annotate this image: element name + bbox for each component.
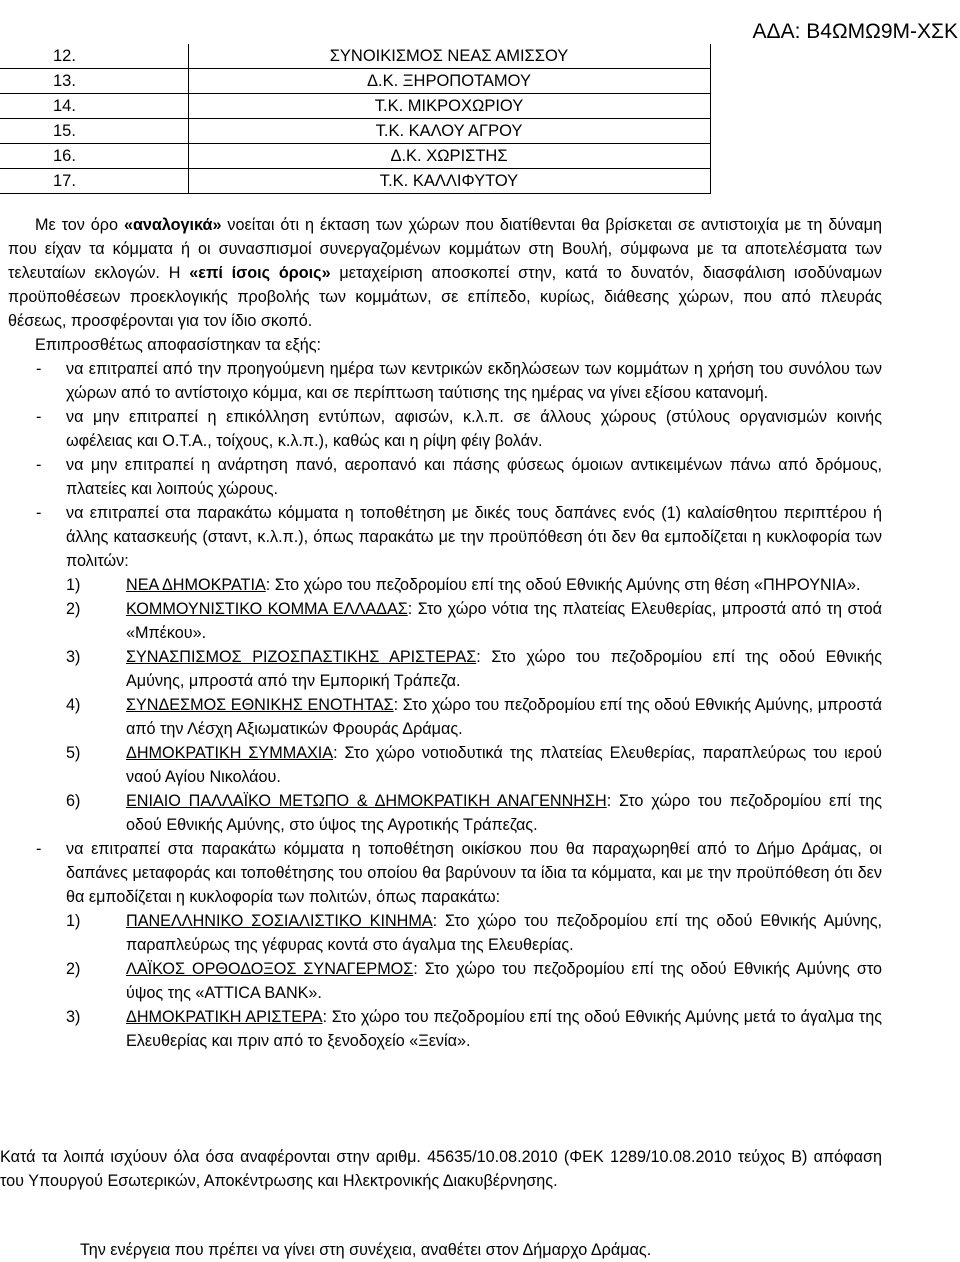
- dash-marker: -: [36, 456, 42, 474]
- party-location: : Στο χώρο νοτιοδυτικά της πλατείας Ελευθερίας, παραπλεύρως του ιερού ναού Αγίου Νικολάου.: [126, 744, 882, 786]
- party-item: [8, 909, 882, 957]
- location-number: 14.: [0, 94, 188, 119]
- intro-text-e: μεταχείριση αποσκοπεί στην, κατά το δυνατόν, διασφάλιση ισοδύναμων προϋποθέσεων προεκλογικής προβολής των κομμάτων, σε επίπεδο, κυρίως, διάθεσης χώρων, που από πλευράς θέσεως, προσφέρονται για τον ίδιο σκοπό.: [8, 264, 882, 330]
- party-item: [8, 789, 882, 837]
- decision-bullet: [8, 453, 882, 501]
- party-item: [8, 741, 882, 789]
- document-body: [8, 213, 882, 1053]
- final-sentence: Την ενέργεια που πρέπει να γίνει στη συνέχεια, αναθέτει στον Δήμαρχο Δράμας.: [80, 1241, 652, 1259]
- item-number: 1): [66, 576, 81, 594]
- intro-paragraph: [8, 213, 882, 333]
- location-row: [0, 119, 710, 144]
- booths-intro: [8, 501, 882, 573]
- party-location: : Στο χώρο του πεζοδρομίου επί της οδού Εθνικής Αμύνης, μπροστά από την Λέσχη Αξιωματικών Φρουράς Δράμας.: [126, 696, 882, 738]
- location-name: Τ.Κ. ΚΑΛΛΙΦΥΤΟΥ: [188, 169, 710, 194]
- dash-marker: -: [36, 504, 42, 522]
- kiosks-intro: [8, 837, 882, 909]
- decision-bullet: [8, 357, 882, 405]
- party-name: ΔΗΜΟΚΡΑΤΙΚΗ ΣΥΜΜΑΧΙΑ: [126, 744, 334, 762]
- additional-decisions: Επιπροσθέτως αποφασίστηκαν τα εξής:: [35, 336, 322, 354]
- kiosks-list: [8, 909, 882, 1053]
- party-location: : Στο χώρο του πεζοδρομίου επί της οδού Εθνικής Αμύνης, στο ύψος της Αγροτικής Τράπεζας.: [126, 792, 882, 834]
- party-name: ΠΑΝΕΛΛΗΝΙΚΟ ΣΟΣΙΑΛΙΣΤΙΚΟ ΚΙΝΗΜΑ: [126, 912, 433, 930]
- location-name: ΣΥΝΟΙΚΙΣΜΟΣ ΝΕΑΣ ΑΜΙΣΣΟΥ: [188, 44, 710, 69]
- location-name: Τ.Κ. ΜΙΚΡΟΧΩΡΙΟΥ: [188, 94, 710, 119]
- ada-code: ΑΔΑ: Β4ΩΜΩ9Μ-ΧΣΚ: [752, 20, 958, 43]
- location-number: 16.: [0, 144, 188, 169]
- item-number: 6): [66, 792, 81, 810]
- location-number: 17.: [0, 169, 188, 194]
- party-item: [8, 693, 882, 741]
- closing-paragraph: Κατά τα λοιπά ισχύουν όλα όσα αναφέρονται στην αριθμ. 45635/10.08.2010 (ΦΕΚ 1289/10.08.2010 τεύχος Β) απόφαση του Υπουργού Εσωτερικών, Αποκέντρωσης και Ηλεκτρονικής Διακυβέρνησης.: [0, 1148, 882, 1190]
- location-name: Δ.Κ. ΞΗΡΟΠΟΤΑΜΟΥ: [188, 69, 710, 94]
- party-location: : Στο χώρο του πεζοδρομίου επί της οδού Εθνικής Αμύνης στη θέση «ΠΗΡΟΥΝΙΑ».: [265, 576, 861, 594]
- location-row: [0, 169, 710, 194]
- party-item: [8, 597, 882, 645]
- booths-intro-text: να επιτραπεί στα παρακάτω κόμματα η τοποθέτηση με δικές τους δαπάνες ενός (1) καλαίσθητου περιπτέρου ή άλλης κατασκευής (σταντ, κ.λ.π.), όπως παρακάτω με την προϋπόθεση ότι δεν θα εμποδίζεται η κυκλοφορία των πολιτών:: [66, 504, 882, 570]
- term-epi-isois: «επί ίσοις όροις»: [189, 264, 331, 282]
- bullet-text: να μην επιτραπεί η επικόλληση εντύπων, αφισών, κ.λ.π. σε άλλους χώρους (στύλους οργανισμών κοινής ωφέλειας και Ο.Τ.Α., τοίχους, κ.λ.π.), καθώς και η ρίψη φέιγ βολάν.: [66, 408, 882, 450]
- party-name: ΛΑΪΚΟΣ ΟΡΘΟΔΟΞΟΣ ΣΥΝΑΓΕΡΜΟΣ: [126, 960, 414, 978]
- item-number: 3): [66, 648, 81, 666]
- party-location: : Στο χώρο του πεζοδρομίου επί της οδού Εθνικής Αμύνης, μπροστά από την Εμπορική Τράπεζα.: [126, 648, 883, 690]
- item-number: 4): [66, 696, 81, 714]
- item-number: 1): [66, 912, 81, 930]
- dash-marker: -: [36, 408, 42, 426]
- bullet-text: να μην επιτραπεί η ανάρτηση πανό, αεροπανό και πάσης φύσεως όμοιων αντικειμένων πάνω από δρόμους, πλατείες και λοιπούς χώρους.: [66, 456, 882, 498]
- party-name: ΚΟΜΜΟΥΝΙΣΤΙΚΟ ΚΟΜΜΑ ΕΛΛΑΔΑΣ: [126, 600, 408, 618]
- term-analogika: «αναλογικά»: [123, 216, 222, 234]
- location-row: [0, 144, 710, 169]
- location-number: 12.: [0, 44, 188, 69]
- party-item: [8, 957, 882, 1005]
- dash-marker: -: [36, 840, 42, 858]
- location-name: Δ.Κ. ΧΩΡΙΣΤΗΣ: [188, 144, 710, 169]
- item-number: 3): [66, 1008, 81, 1026]
- item-number: 2): [66, 600, 81, 618]
- intro-text-c: νοείται ότι η έκταση των χώρων που διατίθενται θα βρίσκεται σε αντιστοιχία με τη δύναμη που είχαν τα κόμματα ή οι συνασπισμοί συνεργαζομένων κομμάτων στη Βουλή, σύμφωνα με τα αποτελέσματα των τελευταίων εκλογών. Η: [8, 216, 882, 282]
- party-location: : Στο χώρο νότια της πλατείας Ελευθερίας, μπροστά από τη στοά «Μπέκου».: [126, 600, 882, 642]
- party-item: [8, 1005, 882, 1053]
- party-name: ΣΥΝΔΕΣΜΟΣ ΕΘΝΙΚΗΣ ΕΝΟΤΗΤΑΣ: [126, 696, 394, 714]
- party-location: : Στο χώρο του πεζοδρομίου επί της οδού Εθνικής Αμύνης μετά το άγαλμα της Ελευθερίας και πριν από το ξενοδοχείο «Ξενία».: [126, 1008, 882, 1050]
- party-name: ΔΗΜΟΚΡΑΤΙΚΗ ΑΡΙΣΤΕΡΑ: [126, 1008, 323, 1026]
- decision-bullet: [8, 405, 882, 453]
- item-number: 5): [66, 744, 81, 762]
- location-number: 15.: [0, 119, 188, 144]
- decision-bullets: [8, 357, 882, 501]
- party-location: : Στο χώρο του πεζοδρομίου επί της οδού Εθνικής Αμύνης στο ύψος της «ATTICA BANK».: [126, 960, 882, 1002]
- location-row: [0, 69, 710, 94]
- party-name: ΕΝΙΑΙΟ ΠΑΛΛΑΪΚΟ ΜΕΤΩΠΟ & ΔΗΜΟΚΡΑΤΙΚΗ ΑΝΑΓΕΝΝΗΣΗ: [126, 792, 607, 810]
- location-number: 13.: [0, 69, 188, 94]
- intro-text-a: Με τον όρο: [35, 216, 124, 234]
- location-row: [0, 94, 710, 119]
- party-item: [8, 645, 882, 693]
- bullet-text: να επιτραπεί από την προηγούμενη ημέρα των κεντρικών εκδηλώσεων των κομμάτων η χρήση του συνόλου των χώρων από το αντίστοιχο κόμμα, και σε περίπτωση ταύτισης της ημέρας να γίνει εξίσου κατανομή.: [66, 360, 882, 402]
- item-number: 2): [66, 960, 81, 978]
- party-name: ΝΕΑ ΔΗΜΟΚΡΑΤΙΑ: [126, 576, 266, 594]
- dash-marker: -: [36, 360, 42, 378]
- party-name: ΣΥΝΑΣΠΙΣΜΟΣ ΡΙΖΟΣΠΑΣΤΙΚΗΣ ΑΡΙΣΤΕΡΑΣ: [126, 648, 477, 666]
- location-row: [0, 44, 710, 69]
- location-name: Τ.Κ. ΚΑΛΟΥ ΑΓΡΟΥ: [188, 119, 710, 144]
- locations-table: [0, 44, 711, 194]
- booths-list: [8, 573, 882, 837]
- party-location: : Στο χώρο του πεζοδρομίου επί της οδού Εθνικής Αμύνης, παραπλεύρως της γέφυρας κοντά στο άγαλμα της Ελευθερίας.: [126, 912, 882, 954]
- kiosks-intro-text: να επιτραπεί στα παρακάτω κόμματα η τοποθέτηση οικίσκου που θα παραχωρηθεί από το Δήμο Δράμας, οι δαπάνες μεταφοράς και τοποθέτησης του οποίου θα βαρύνουν τα ίδια τα κόμματα, και με την προϋπόθεση ότι δεν θα εμποδίζεται η κυκλοφορία των πολιτών, όπως παρακάτω:: [66, 840, 882, 906]
- party-item: [8, 573, 882, 597]
